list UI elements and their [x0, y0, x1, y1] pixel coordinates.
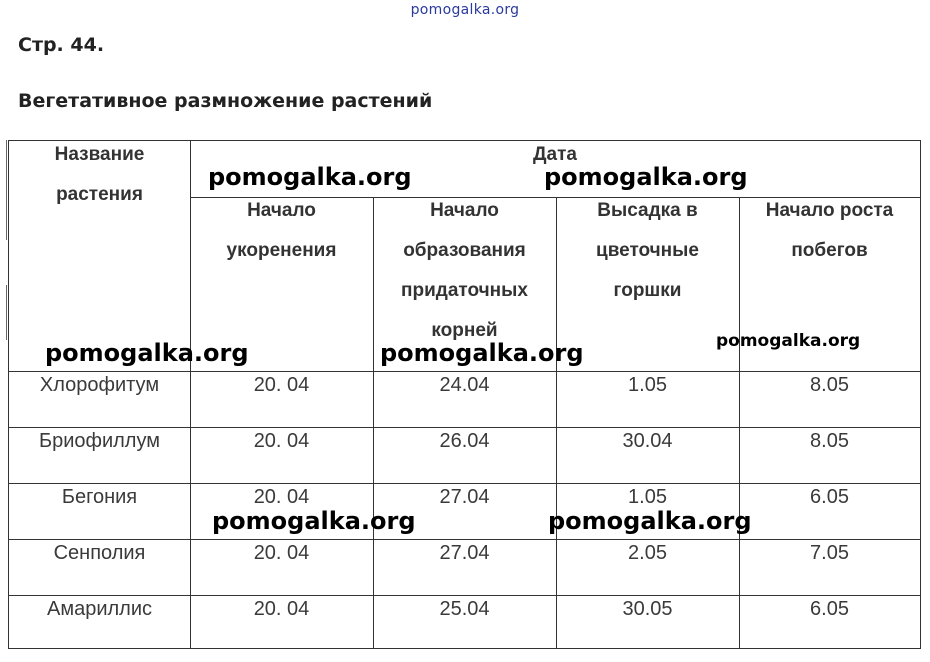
header-text: Начало роста — [765, 200, 894, 221]
plant-name-cell: Амариллис — [46, 598, 153, 620]
row-divider — [9, 483, 920, 484]
header-text: Начало — [430, 200, 499, 221]
header-potting — [556, 191, 739, 311]
date-cell: 20. 04 — [253, 486, 310, 508]
left-edge-line — [6, 285, 7, 340]
watermark: pomogalka.org — [45, 339, 249, 367]
watermark: pomogalka.org — [212, 507, 416, 535]
date-cell: 6.05 — [810, 486, 849, 508]
section-title: Вегетативное размножение растений — [18, 90, 433, 112]
plant-name-cell: Хлорофитум — [39, 374, 160, 396]
row-divider — [9, 427, 920, 428]
date-cell: 26.04 — [439, 430, 490, 452]
watermark: pomogalka.org — [208, 163, 412, 191]
watermark: pomogalka.org — [548, 507, 752, 535]
date-cell: 8.05 — [810, 430, 849, 452]
top-watermark: pomogalka.org — [410, 2, 520, 18]
header-text: образования — [403, 240, 526, 261]
date-cell: 27.04 — [439, 542, 490, 564]
row-divider — [9, 371, 920, 372]
page-label: Стр. 44. — [18, 34, 105, 56]
header-date: Дата — [533, 144, 577, 165]
header-text: горшки — [613, 280, 682, 301]
left-edge-line — [6, 140, 7, 240]
plant-name-cell: Бриофиллум — [38, 430, 161, 452]
header-text: корней — [431, 320, 498, 341]
date-cell: 27.04 — [439, 486, 490, 508]
header-shoot-growth — [739, 191, 920, 271]
watermark: pomogalka.org — [544, 163, 748, 191]
date-cell: 6.05 — [810, 598, 849, 620]
header-text: Высадка в — [597, 200, 698, 221]
watermark: pomogalka.org — [380, 339, 584, 367]
date-cell: 1.05 — [628, 486, 667, 508]
date-cell: 20. 04 — [253, 374, 310, 396]
date-cell: 8.05 — [810, 374, 849, 396]
date-cell: 20. 04 — [253, 542, 310, 564]
header-text: Начало — [247, 200, 316, 221]
header-rooting-start — [190, 191, 373, 271]
date-cell: 2.05 — [628, 542, 667, 564]
date-cell: 20. 04 — [253, 598, 310, 620]
row-divider — [9, 539, 920, 540]
date-cell: 30.05 — [622, 598, 673, 620]
watermark: pomogalka.org — [716, 331, 861, 351]
plant-name-cell: Бегония — [61, 486, 138, 508]
date-cell: 24.04 — [439, 374, 490, 396]
plant-name-cell: Сенполия — [53, 542, 146, 564]
header-text: побегов — [791, 240, 868, 261]
date-cell: 1.05 — [628, 374, 667, 396]
header-plant-name — [9, 135, 190, 215]
date-cell: 20. 04 — [253, 430, 310, 452]
date-cell: 25.04 — [439, 598, 490, 620]
header-text: укоренения — [226, 240, 337, 261]
row-divider — [9, 595, 920, 596]
data-table — [8, 140, 921, 649]
date-cell: 7.05 — [810, 542, 849, 564]
header-text: растения — [56, 184, 143, 205]
header-text: цветочные — [596, 240, 699, 261]
header-text: Название — [54, 144, 145, 165]
date-cell: 30.04 — [622, 430, 673, 452]
header-adventitious-roots — [373, 191, 556, 351]
header-text: придаточных — [401, 280, 528, 301]
